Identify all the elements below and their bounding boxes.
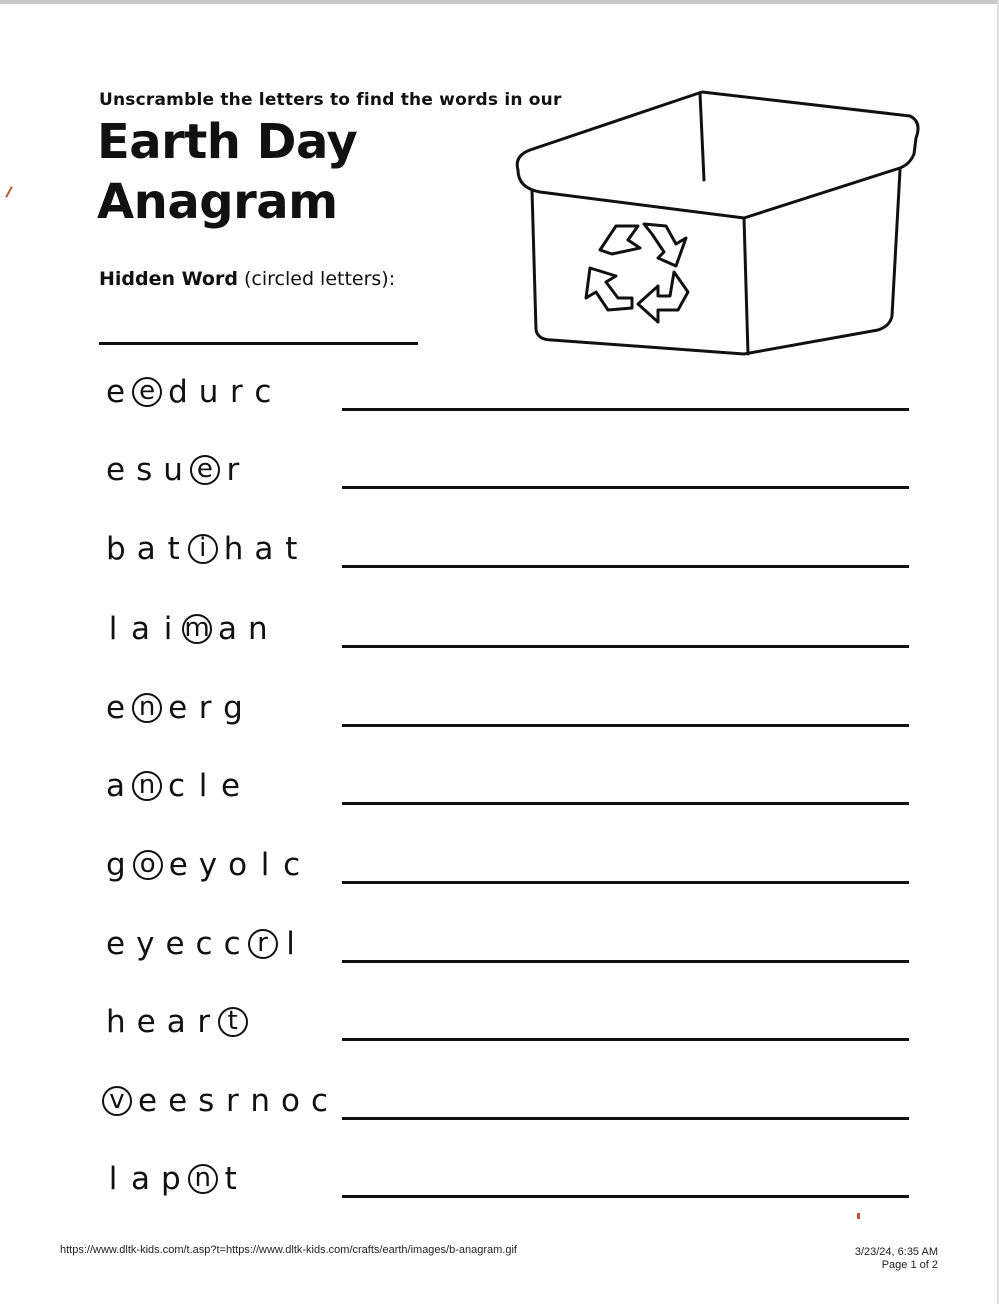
scrambled-word (106, 686, 254, 730)
letter: a (218, 611, 237, 647)
letter: n (248, 611, 268, 647)
letter: e (106, 452, 126, 488)
answer-line[interactable] (342, 408, 909, 411)
hidden-word-answer-line[interactable] (99, 342, 418, 345)
letter: g (223, 690, 243, 726)
letter: t (285, 531, 298, 567)
letter: a (106, 768, 125, 804)
letter: a (131, 1161, 150, 1197)
letter: e (106, 690, 126, 726)
letter: o (280, 1083, 300, 1119)
anagram-row (0, 686, 999, 746)
letter: y (136, 926, 155, 962)
letter: h (223, 531, 244, 567)
letter: g (106, 847, 126, 883)
answer-line[interactable] (342, 802, 909, 805)
anagram-row (0, 1079, 999, 1139)
letter: a (136, 531, 156, 567)
letter: l (198, 768, 208, 804)
answer-line[interactable] (342, 565, 909, 568)
answer-line[interactable] (342, 724, 909, 727)
footer-meta (855, 1246, 938, 1272)
letter: t (167, 531, 180, 567)
anagram-row (0, 843, 999, 903)
intro-text: Unscramble the letters to find the words in our (99, 90, 562, 110)
letter: a (254, 531, 274, 567)
scrambled-word (106, 1000, 254, 1044)
footer-page-number: Page 1 of 2 (881, 1259, 938, 1271)
answer-line[interactable] (342, 1195, 909, 1198)
letter: l (286, 926, 295, 962)
circled-letter: v (102, 1086, 132, 1116)
stray-mark (5, 186, 12, 198)
hidden-word-label-rest: (circled letters): (237, 268, 396, 290)
answer-line[interactable] (342, 486, 909, 489)
letter: e (165, 926, 185, 962)
letter: n (250, 1083, 270, 1119)
footer-datetime: 3/23/24, 6:35 AM (854, 1246, 938, 1258)
circled-letter: r (248, 929, 278, 959)
scrambled-word (106, 1079, 339, 1123)
anagram-row (0, 1157, 999, 1217)
scrambled-word (106, 843, 311, 887)
letter: u (163, 452, 183, 488)
anagram-row (0, 764, 999, 824)
answer-line[interactable] (342, 881, 909, 884)
letter: e (168, 690, 188, 726)
letter: c (283, 847, 301, 883)
letter: s (198, 1083, 215, 1119)
letter: c (195, 926, 213, 962)
scrambled-word (106, 922, 309, 966)
page-title (97, 112, 357, 232)
letter: l (108, 611, 118, 647)
scrambled-word (106, 448, 251, 492)
letter: l (260, 847, 270, 883)
letter: r (225, 1083, 239, 1119)
scrambled-word (106, 764, 251, 808)
recycle-bin-icon (512, 90, 922, 360)
scrambled-word (106, 1157, 249, 1201)
letter: h (106, 1004, 126, 1040)
answer-line[interactable] (342, 960, 909, 963)
circled-letter: t (218, 1007, 248, 1037)
anagram-row (0, 607, 999, 667)
answer-line[interactable] (342, 1038, 909, 1041)
letter: c (254, 374, 272, 410)
letter: l (108, 1161, 118, 1197)
letter: i (163, 611, 173, 647)
letter: r (197, 1004, 211, 1040)
circled-letter: n (188, 1164, 218, 1194)
letter: e (168, 1083, 188, 1119)
scrambled-word (106, 607, 279, 651)
anagram-row (0, 1000, 999, 1060)
circled-letter: e (132, 377, 162, 407)
letter: r (198, 690, 212, 726)
circled-letter: o (133, 850, 163, 880)
letter: a (131, 611, 150, 647)
letter: u (198, 374, 219, 410)
anagram-row (0, 922, 999, 982)
answer-line[interactable] (342, 1117, 909, 1120)
hidden-word-label (99, 268, 395, 290)
title-line-2: Anagram (97, 174, 338, 230)
letter: p (161, 1161, 181, 1197)
letter: c (223, 926, 241, 962)
answer-line[interactable] (342, 645, 909, 648)
letter: e (168, 847, 188, 883)
title-line-1: Earth Day (97, 114, 358, 170)
scrambled-word (106, 370, 282, 414)
letter: r (230, 374, 243, 410)
circled-letter: m (182, 614, 212, 644)
page-edge (0, 0, 999, 4)
circled-letter: n (132, 693, 162, 723)
letter: t (224, 1161, 237, 1197)
hidden-word-label-bold: Hidden Word (99, 268, 238, 290)
circled-letter: i (188, 534, 218, 564)
letter: d (168, 374, 188, 410)
letter: e (138, 1083, 158, 1119)
letter: e (106, 926, 126, 962)
letter: c (168, 768, 186, 804)
letter: e (221, 768, 241, 804)
letter: c (310, 1083, 328, 1119)
scrambled-word (106, 527, 309, 571)
letter: r (226, 452, 240, 488)
letter: y (198, 847, 218, 883)
letter: o (228, 847, 248, 883)
letter: b (106, 531, 126, 567)
letter: e (136, 1004, 156, 1040)
anagram-row (0, 370, 999, 430)
circled-letter: e (190, 455, 220, 485)
anagram-row (0, 448, 999, 508)
letter: a (166, 1004, 186, 1040)
anagram-row (0, 527, 999, 587)
letter: s (136, 452, 153, 488)
letter: e (106, 374, 126, 410)
circled-letter: n (132, 771, 162, 801)
footer-url: https://www.dltk-kids.com/t.asp?t=https://www.dltk-kids.com/crafts/earth/images/b-anagram.gif (60, 1244, 517, 1256)
